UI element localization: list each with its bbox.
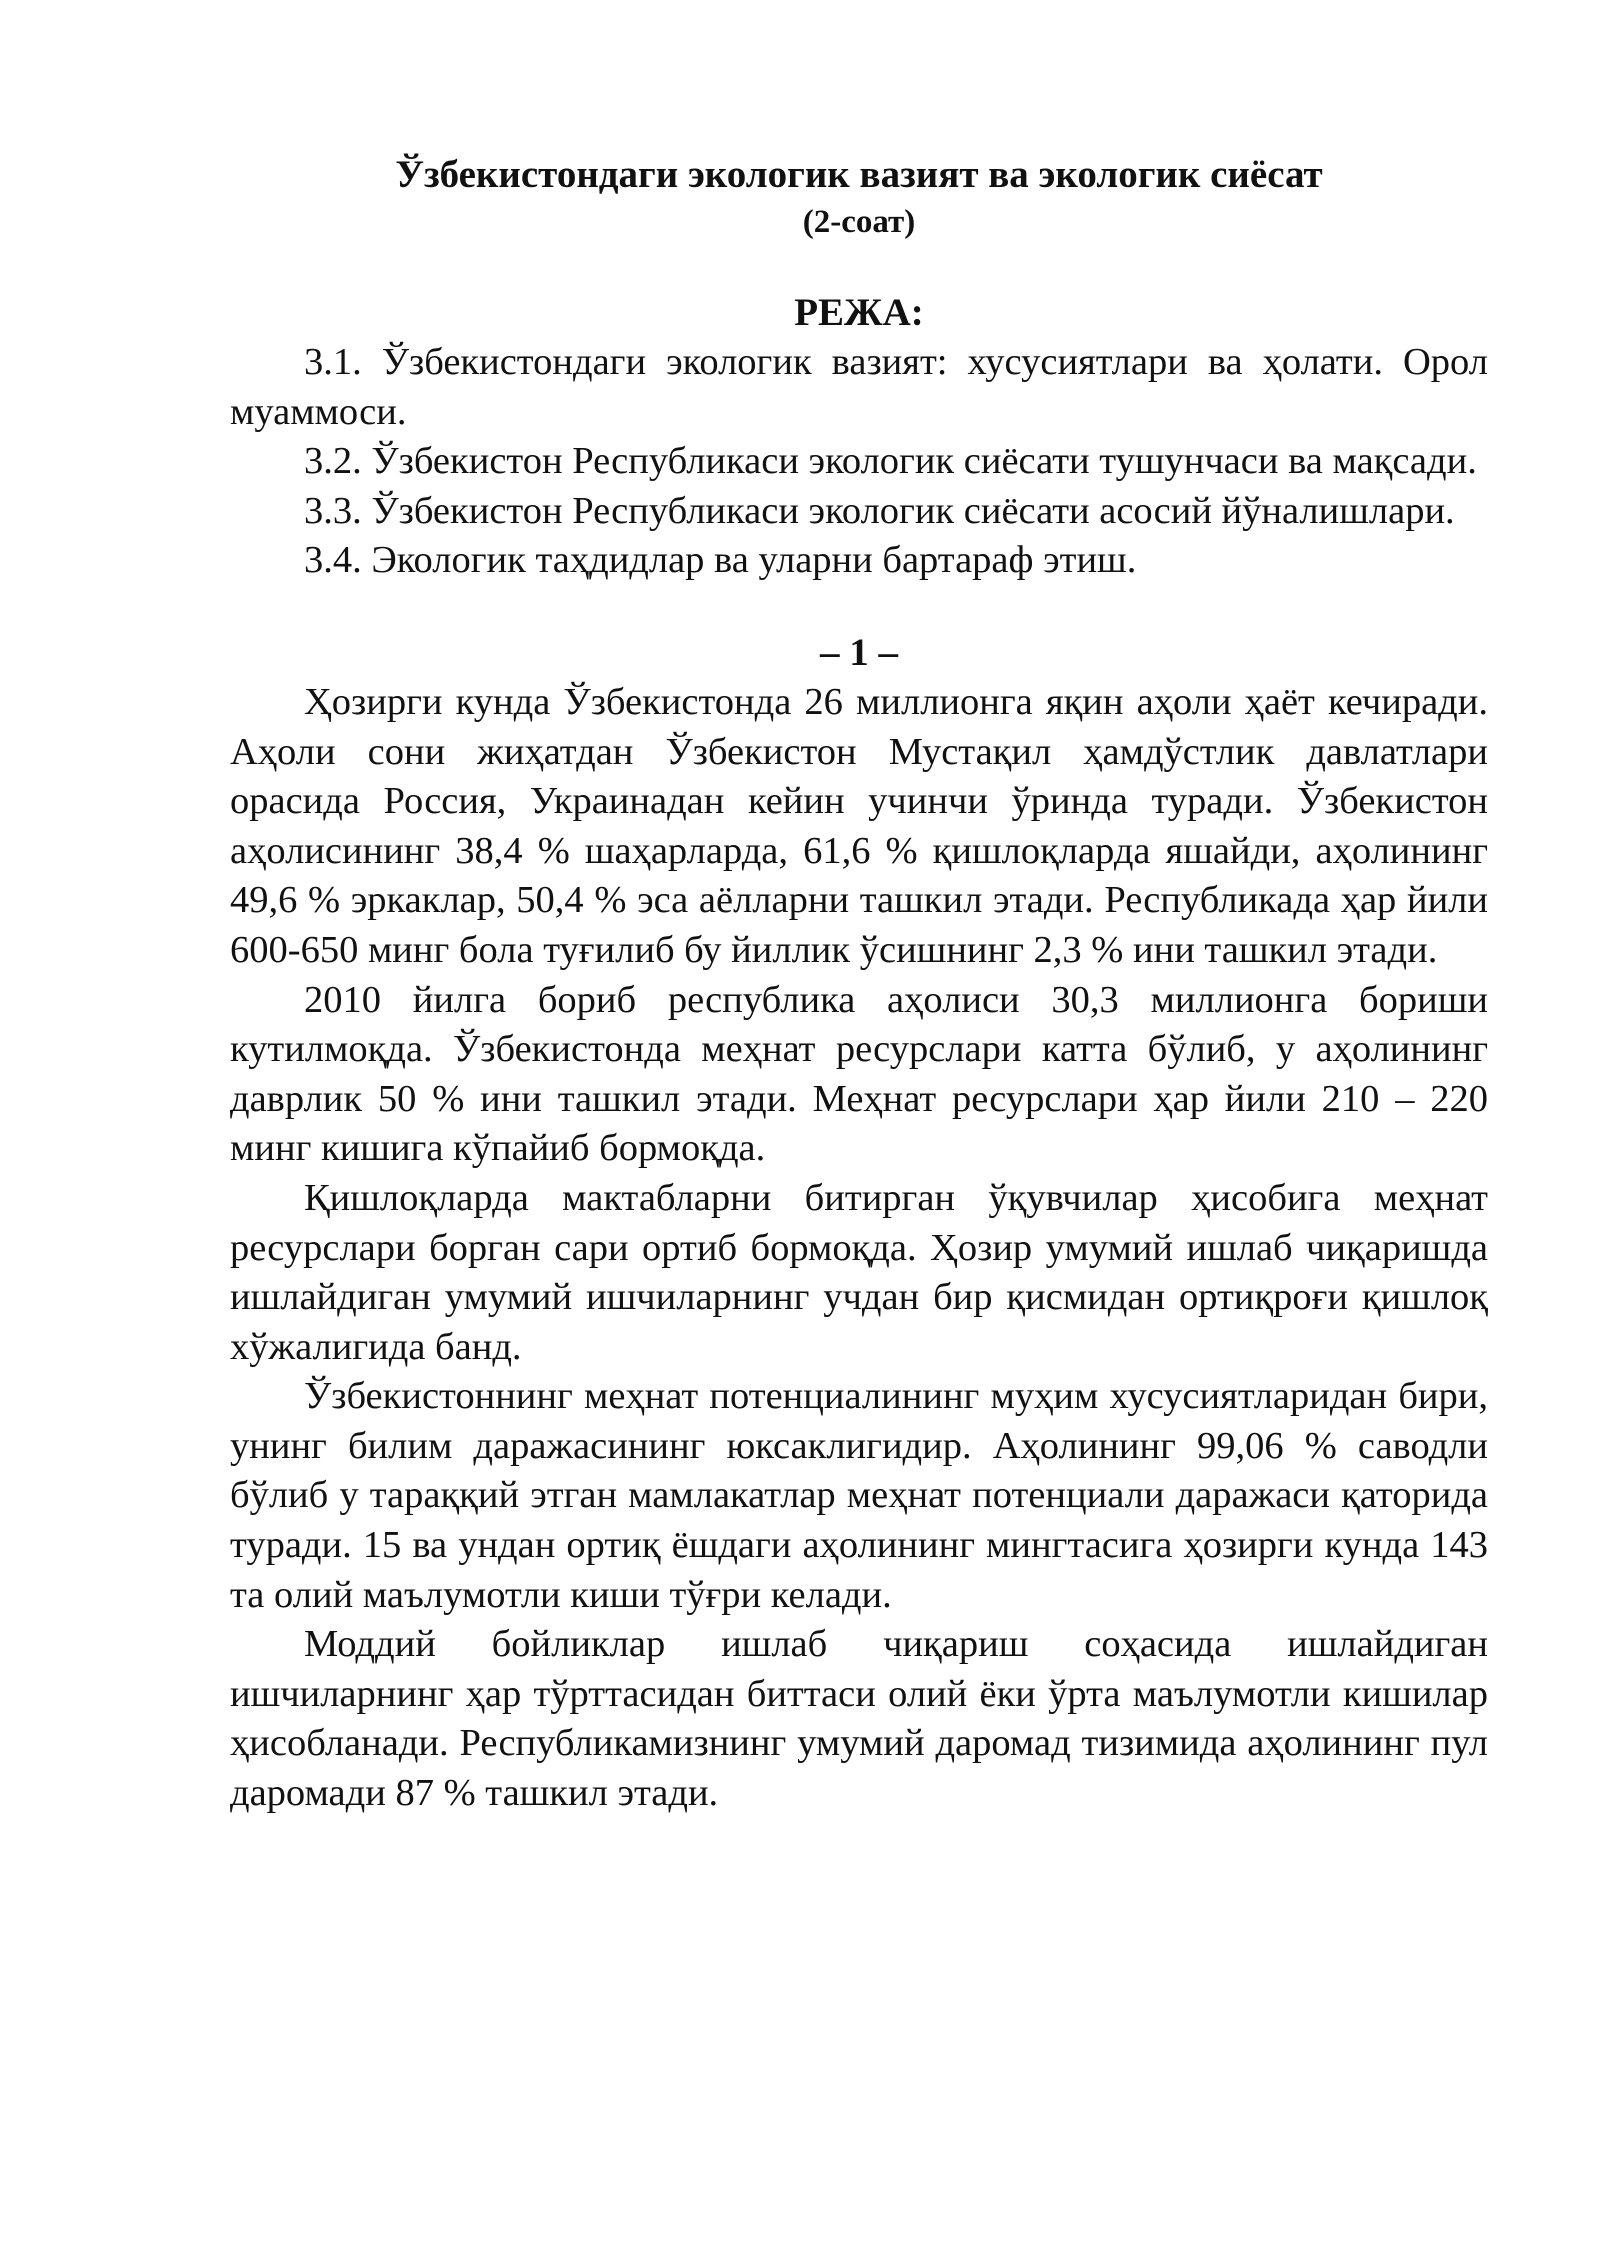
- plan-item: 3.2. Ўзбекистон Республикаси экологик сиёсати тушунчаси ва мақсади.: [304, 440, 1477, 483]
- section-heading: – 1 –: [820, 630, 898, 674]
- document-title: Ўзбекистондаги экологик вазият ва экологик сиёсат: [395, 153, 1323, 196]
- body-paragraph: Қишлоқларда мактабларни битирган ўқувчилар ҳисобига меҳнат ресурслари борган сари ортиб бормоқда. Ҳозир умумий ишлаб чиқаришда ишлайдиган умумий ишчиларнинг учдан бир қисмидан ортиқроғи қишлоқ хўжалигида банд.: [230, 1176, 1488, 1368]
- plan-list: [230, 338, 1488, 586]
- document-page: [230, 150, 1488, 1819]
- plan-item: 3.4. Экологик таҳдидлар ва уларни бартараф этиш.: [304, 539, 1137, 582]
- plan-item: 3.1. Ўзбекистондаги экологик вазият: хусусиятлари ва ҳолати. Орол муаммоси.: [230, 341, 1488, 433]
- body-paragraph: Ҳозирги кунда Ўзбекистонда 26 миллионга яқин аҳоли ҳаёт кечиради. Аҳоли сони жиҳатдан Ўзбекистон Мустақил ҳамдўстлик давлатлари орасида Россия, Украинадан кейин учинчи ўринда туради. Ўзбекистон аҳолисининг 38,4 % шаҳарларда, 61,6 % қишлоқларда яшайди, аҳолининг 49,6 % эркаклар, 50,4 % эса аёлларни ташкил этади. Республикада ҳар йили 600-650 минг бола туғилиб бу йиллик ўсишнинг 2,3 % ини ташкил этади.: [230, 680, 1488, 971]
- document-subtitle: (2-соат): [802, 204, 916, 240]
- body-paragraph: Ўзбекистоннинг меҳнат потенциалининг муҳим хусусиятларидан бири, унинг билим даражасининг юксаклигидир. Аҳолининг 99,06 % саводли бўлиб у тараққий этган мамлакатлар меҳнат потенциали даражаси қаторида туради. 15 ва ундан ортиқ ёшдаги аҳолининг мингтасига ҳозирги кунда 143 та олий маълумотли киши тўғри келади.: [230, 1375, 1488, 1616]
- body-paragraph: 2010 йилга бориб республика аҳолиси 30,3 миллионга бориши кутилмоқда. Ўзбекистонда меҳнат ресурслари катта бўлиб, у аҳолининг даврлик 50 % ини ташкил этади. Меҳнат ресурслари ҳар йили 210 – 220 минг кишига кўпайиб бормоқда.: [230, 978, 1488, 1170]
- plan-item: 3.3. Ўзбекистон Республикаси экологик сиёсати асосий йўналишлари.: [304, 489, 1455, 532]
- body-paragraph: Моддий бойликлар ишлаб чиқариш соҳасида ишлайдиган ишчиларнинг ҳар тўрттасидан биттаси олий ёки ўрта маълумотли кишилар ҳисобланади. Республикамизнинг умумий даромад тизимида аҳолининг пул даромади 87 % ташкил этади.: [230, 1623, 1488, 1815]
- body-text: [230, 678, 1488, 1819]
- plan-heading: РЕЖА:: [794, 291, 924, 334]
